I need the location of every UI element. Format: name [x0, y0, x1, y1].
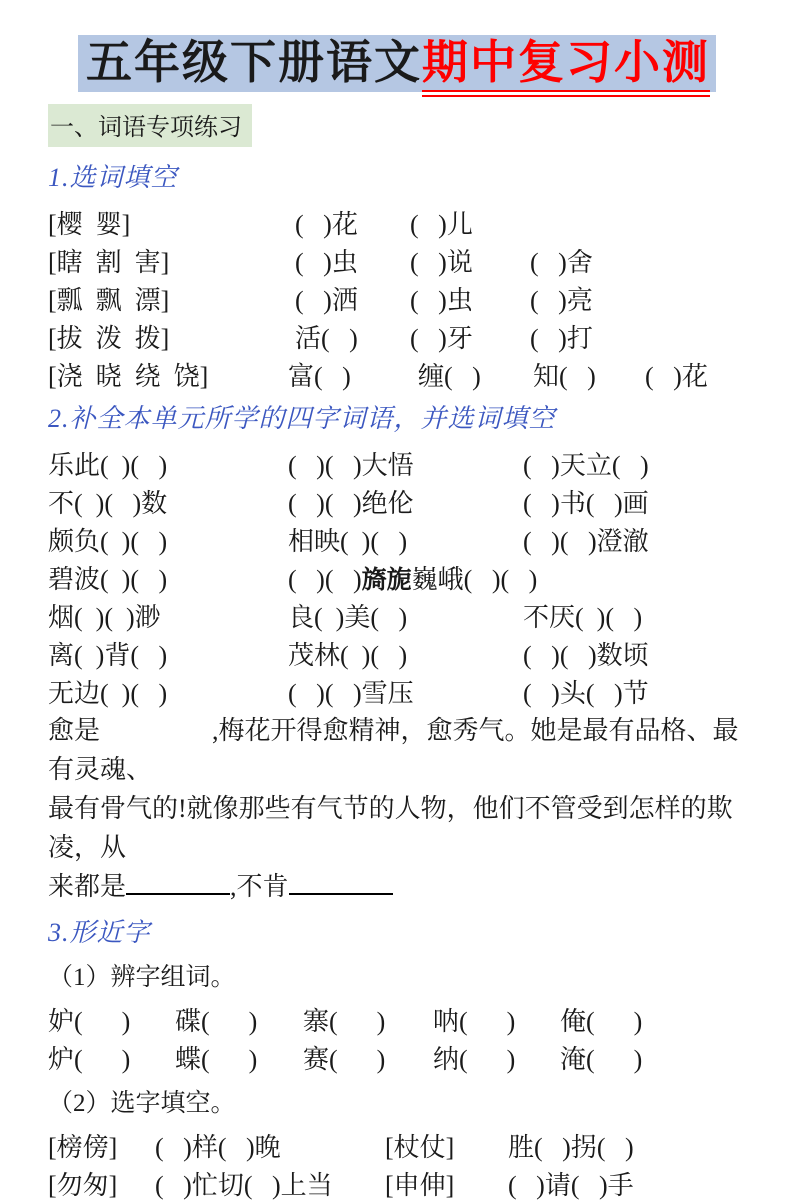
similar-char-row: [48, 999, 753, 1037]
paragraph-text: 愈是: [48, 715, 101, 745]
title-red-text: 期中复习小测: [422, 37, 710, 97]
fill-blank: ( )花: [295, 209, 358, 239]
char-choice-row: [48, 1163, 753, 1201]
idiom-blank: ( )书( )画: [523, 488, 649, 518]
paragraph-line: [48, 867, 753, 906]
idiom-blank: ( )( )绝伦: [288, 488, 414, 518]
word-choice-bracket: [榜傍]: [48, 1132, 118, 1162]
char-blank: 淹( ): [560, 1044, 643, 1074]
idiom-blank: 不( )( )数: [48, 488, 168, 518]
char-blank: 呐( ): [433, 1006, 516, 1036]
idiom-blank: ( )( )数顷: [523, 640, 649, 670]
fill-blank: ( )忙切( )上当: [155, 1170, 333, 1200]
idiom-blank: 良( )美( ): [288, 602, 408, 632]
word-choice-bracket: [申伸]: [385, 1170, 455, 1200]
section2-subheading: 2.补全本单元所学的四字词语，并选词填空: [48, 403, 556, 433]
char-blank: 纳( ): [433, 1044, 516, 1074]
fill-blank: ( )洒: [295, 285, 358, 315]
fill-blank: ( )儿: [410, 209, 473, 239]
paragraph-text: ,不肯: [230, 871, 289, 901]
section1-heading: 一、词语专项练习: [48, 104, 252, 147]
fill-blank: ( )虫: [410, 285, 473, 315]
idiom-blank: 巍峨( )( ): [411, 564, 538, 594]
word-choice-bracket: [勿匆]: [48, 1170, 118, 1200]
title-black-text: 五年级下册语文: [86, 37, 422, 88]
fill-blank: ( )虫: [295, 247, 358, 277]
word-choice-bracket: [浇 晓 绕 饶]: [48, 361, 209, 391]
section3-subheading: 3.形近字: [48, 917, 151, 947]
fill-blank: ( )打: [530, 323, 593, 353]
idiom-blank: 茂林( )( ): [288, 640, 408, 670]
idiom-row: [48, 633, 753, 671]
idiom-blank: 离( )背( ): [48, 640, 168, 670]
fill-blank: 缠( ): [418, 361, 481, 391]
paragraph-text: 来都是: [48, 871, 127, 901]
underline-blank: [289, 869, 393, 895]
idiom-blank: ( )( )大悟: [288, 450, 414, 480]
word-choice-row: [48, 240, 753, 278]
paragraph-line: [48, 711, 753, 789]
section3-part1-label: （1）辨字组词。: [48, 963, 236, 991]
idiom-blank: 烟( )( )渺: [48, 602, 161, 632]
char-blank: 蝶( ): [175, 1044, 258, 1074]
word-choice-bracket: [拔 泼 拨]: [48, 323, 170, 353]
word-choice-row: [48, 316, 753, 354]
fill-blank: ( )牙: [410, 323, 473, 353]
fill-blank: ( )说: [410, 247, 473, 277]
word-choice-bracket: [瓢 飘 漂]: [48, 285, 170, 315]
idiom-blank: ( )( )澄澈: [523, 526, 649, 556]
idiom-blank-composite: [288, 559, 537, 596]
fill-blank: 富( ): [288, 361, 351, 391]
char-blank: 妒( ): [48, 1006, 131, 1036]
plum-blossom-paragraph: [48, 711, 753, 906]
idiom-bold-word: 旖旎: [361, 564, 412, 594]
fill-blank: 活( ): [295, 323, 358, 353]
char-blank: 炉( ): [48, 1044, 131, 1074]
word-choice-bracket: [瞎 割 害]: [48, 247, 170, 277]
word-choice-bracket: [樱 婴]: [48, 209, 131, 239]
char-blank: 寨( ): [303, 1006, 386, 1036]
char-blank: 碟( ): [175, 1006, 258, 1036]
idiom-blank: ( )天立( ): [523, 450, 649, 480]
idiom-blank: 乐此( )( ): [48, 450, 168, 480]
word-choice-row: [48, 202, 753, 240]
idiom-row: [48, 481, 753, 519]
idiom-blank: ( )头( )节: [523, 678, 649, 708]
page-title: [78, 34, 753, 92]
idiom-row: [48, 519, 753, 557]
idiom-blank: 无边( )( ): [48, 678, 168, 708]
fill-blank: ( )亮: [530, 285, 593, 315]
char-blank: 赛( ): [303, 1044, 386, 1074]
char-choice-row: [48, 1125, 753, 1163]
paragraph-text: ,梅花开得愈精神，愈秀气。她是最有品格、最有灵魂、: [48, 715, 739, 784]
fill-blank: ( )花: [645, 361, 708, 391]
idiom-blank: ( )( )雪压: [288, 678, 414, 708]
title-highlight: [78, 35, 716, 92]
word-choice-row: [48, 278, 753, 316]
similar-char-row: [48, 1037, 753, 1075]
fill-blank: 知( ): [533, 361, 596, 391]
paragraph-line: 最有骨气的!就像那些有气节的人物，他们不管受到怎样的欺凌，从: [48, 793, 733, 862]
idiom-row: [48, 671, 753, 709]
fill-blank: ( )舍: [530, 247, 593, 277]
idiom-blank: 不厌( )( ): [523, 602, 643, 632]
idiom-row: [48, 443, 753, 481]
fill-blank: 胜( )拐( ): [508, 1132, 634, 1162]
idiom-row: [48, 595, 753, 633]
underline-blank: [126, 869, 230, 895]
section3-part2-label: （2）选字填空。: [48, 1089, 236, 1117]
idiom-blank: 碧波( )( ): [48, 564, 168, 594]
char-blank: 俺( ): [560, 1006, 643, 1036]
idiom-blank: ( )( ): [288, 564, 362, 594]
idiom-blank: 颇负( )( ): [48, 526, 168, 556]
fill-blank: ( )样( )晚: [155, 1132, 281, 1162]
idiom-row: [48, 557, 753, 595]
idiom-blank: 相映( )( ): [288, 526, 408, 556]
fill-blank: ( )请( )手: [508, 1170, 634, 1200]
word-choice-bracket: [杖仗]: [385, 1132, 455, 1162]
word-choice-row: [48, 354, 753, 392]
section1-subheading: 1.选词填空: [48, 162, 178, 192]
